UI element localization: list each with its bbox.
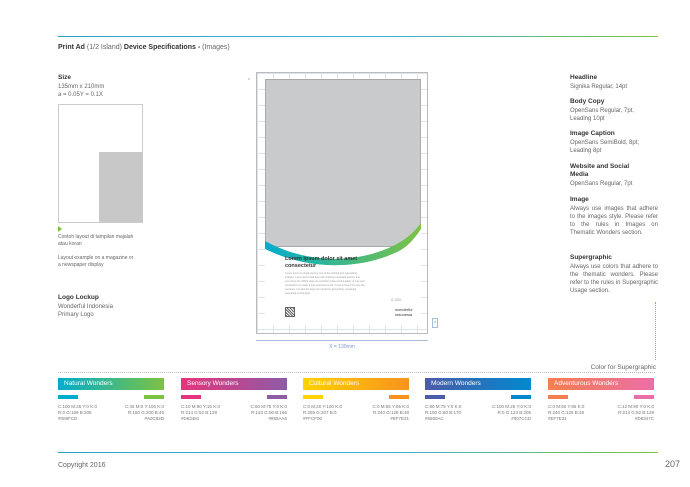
ad-x-marker: x <box>248 76 250 81</box>
wonder-strip: Modern Wonders <box>425 378 531 390</box>
size-thumbnail <box>58 104 143 223</box>
wonder-swatch-right <box>634 395 654 399</box>
qr-code-icon <box>285 307 295 317</box>
spec-website-label: Website and Social <box>570 163 630 170</box>
spec-caption-label: Image Caption <box>570 130 615 137</box>
wonder-strip: Natural Wonders <box>58 378 164 390</box>
bullet-arrow-icon <box>58 226 62 232</box>
spec-body-line2: Leading 10pt <box>570 116 605 122</box>
wonder-swatch-left <box>548 395 568 399</box>
wonder-swatch-left <box>425 395 445 399</box>
wonder-strip: Adventurous Wonders <box>548 378 654 390</box>
ad-page <box>256 72 428 334</box>
spec-caption-line2: Leading 8pt <box>570 148 602 154</box>
ad-dimension-label: X = 130mm <box>329 344 355 350</box>
layout-caption-en-2: a newspaper display <box>58 262 104 268</box>
spec-headline-label: Headline <box>570 74 598 81</box>
ad-headline: Lorem ipsum dolor sit amet consectetur <box>285 256 358 269</box>
spec-supergraphic-value: Always use colors that adhere to the thematic wonders. Please refer to the rules in Supergraphic Usage section. <box>570 264 658 294</box>
wonder-swatch-right <box>267 395 287 399</box>
wonder-swatch-left <box>303 395 323 399</box>
wonder-color-spec-left: C:0 M:20 Y:100 K:0 R:255 G:207 B:0 #FFCF00 <box>303 404 342 421</box>
size-ratio: a = 0.05Y = 0.1X <box>58 92 103 98</box>
wonder-color-spec-right: C:45 M:0 Y:100 K:0 R:160 G:200 B:45 #A0C82D <box>125 404 164 421</box>
page-title: Print Ad (1/2 Island) Device Specifications - (Images) <box>58 44 230 51</box>
thumbnail-ad-area <box>99 152 142 222</box>
wonder-swatch-left <box>181 395 201 399</box>
bottom-rule <box>58 452 658 453</box>
wonder-color-spec-right: C:60 M:75 Y:0 K:0 R:133 G:90 B:166 #855AA6 <box>250 404 287 421</box>
wonder-strip: Cultural Wonders <box>303 378 409 390</box>
wonder-color-spec-left: C:80 M:75 Y:0 K:0 R:100 G:80 B:170 #6550AC <box>425 404 462 421</box>
wonder-swatch-right <box>144 395 164 399</box>
copyright: Copyright 2016 <box>58 462 106 469</box>
ad-specimen <box>248 72 436 350</box>
spec-caption-line1: OpenSans SemiBold, 8pt; <box>570 140 640 146</box>
spec-body-label: Body Copy <box>570 98 605 105</box>
ad-logo-proportion: 0.25X <box>391 297 402 302</box>
wonder-color-spec-left: C:100 M:25 Y:0 K:0 R:0 G:159 B:205 #009FCD <box>58 404 97 421</box>
ad-image-area <box>265 79 421 247</box>
spec-headline-value: Signika Regular, 14pt <box>570 84 628 90</box>
top-rule <box>58 36 658 37</box>
logo-lockup-line2: Primary Logo <box>58 312 94 318</box>
wonder-swatch-right <box>511 395 531 399</box>
spec-website-label2: Media <box>570 171 589 178</box>
ad-margin-label: a <box>434 320 436 324</box>
wonder-swatch-left <box>58 395 78 399</box>
ad-dimension-line <box>256 340 428 341</box>
wonder-color-spec-left: C:0 M:60 Y:85 K:0 R:240 G:126 B:49 #EF7E31 <box>548 404 585 421</box>
spec-image-value: Always use images that adhere to the images style. Please refer to the rules in Images on Thematic Wonders section. <box>570 206 658 236</box>
ad-body-copy: Lorem ipsum is simply dummy text of the printing and typesetting industry. Lorem ipsum has been the industry's standard dummy text ever since the 1500s when an unknown printer took a galley of type and scrambled it to make a type specimen book. It has survived not only five centuries, but also the leap into electronic typesetting, remaining essentially unchanged. <box>285 272 365 295</box>
logo-lockup-line1: Wonderful Indonesia <box>58 304 113 310</box>
dotted-divider <box>58 372 655 373</box>
spec-website-value: OpenSans Regular, 7pt <box>570 181 633 187</box>
wonder-color-spec-right: C:12 M:90 Y:0 K:0 R:214 G:52 B:129 #D6347C <box>617 404 654 421</box>
spec-image-label: Image <box>570 196 589 203</box>
size-label: Size <box>58 74 72 81</box>
wonder-color-spec-right: C:0 M:55 Y:85 K:0 R:240 G:128 B:48 #EF7E31 <box>372 404 409 421</box>
wonder-swatch-right <box>389 395 409 399</box>
wonder-color-spec-right: C:100 M:25 Y:0 K:0 R:0 G:124 B:205 #007CCD <box>492 404 531 421</box>
layout-caption-id-1: Contoh layout di tampilan majalah <box>58 234 134 240</box>
layout-caption-en-1: Layout example on a magazine or <box>58 255 134 261</box>
layout-caption-id-2: atau koran <box>58 241 82 247</box>
supergraphic-title: Color for Supergraphic <box>590 364 656 371</box>
size-dimension: 135mm x 210mm <box>58 84 105 90</box>
wonderful-indonesia-logo: wonderful indonesia <box>395 307 413 317</box>
spec-body-line1: OpenSans Regular, 7pt, <box>570 108 635 114</box>
page-number: 207 <box>664 459 680 469</box>
wonder-strip: Sensory Wonders <box>181 378 287 390</box>
dotted-connector-vertical <box>655 302 656 360</box>
spec-supergraphic-label: Supergraphic <box>570 254 612 261</box>
logo-lockup-label: Logo Lockup <box>58 294 99 301</box>
wonder-color-spec-left: C:10 M:90 Y:15 K:0 R:214 G:52 B:129 #D63481 <box>181 404 220 421</box>
